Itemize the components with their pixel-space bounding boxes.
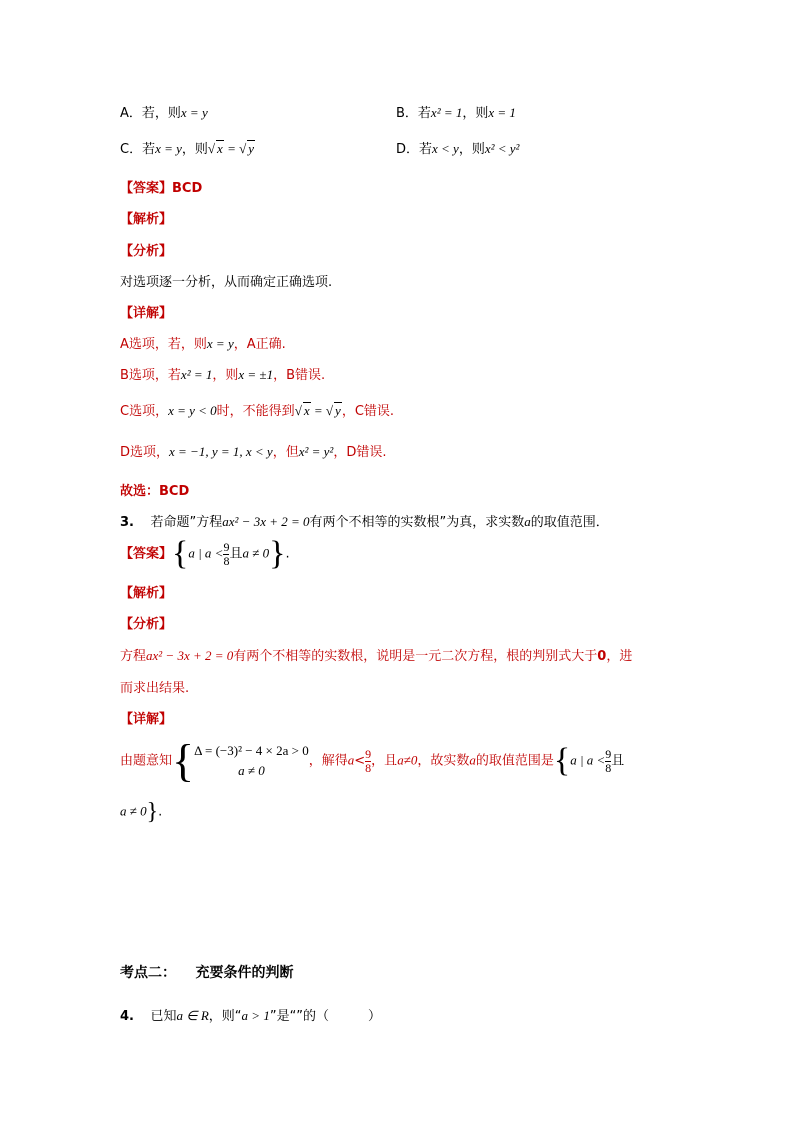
option-d-math1: x < y bbox=[432, 141, 459, 156]
q3-stem bbox=[120, 511, 609, 530]
q3-detail-num: 9 bbox=[365, 746, 372, 761]
q2-guxuan: 故选：BCD bbox=[120, 484, 190, 499]
q4-stem bbox=[120, 1005, 381, 1024]
option-a bbox=[120, 102, 208, 121]
q2-xiangjie: 【详解】 bbox=[120, 306, 173, 321]
q3-detail-text-2: ，解得 bbox=[308, 753, 348, 769]
q2-line-c-math: x = y < 0 bbox=[168, 403, 217, 418]
option-c-text: C．若 bbox=[120, 142, 156, 157]
q2-fenxi: 【分析】 bbox=[120, 244, 173, 259]
q3-answer-num: 9 bbox=[223, 539, 230, 554]
q3-jiexi: 【解析】 bbox=[120, 586, 173, 601]
q2-line-b-mid: ，则 bbox=[212, 368, 239, 383]
option-c: C．若x = y，则√ x = √ y bbox=[120, 141, 255, 157]
q3-answer: 【答案】{a | a < $\frac{9}{8}$ 且a ≠ 0}. bbox=[120, 535, 290, 572]
q2-line-c-sqrt-y: y bbox=[335, 403, 341, 418]
q2-line-a-end: ，A正确. bbox=[233, 337, 286, 352]
q3-answer-set-1: a | a < bbox=[188, 545, 224, 561]
option-a-math: x = y bbox=[180, 105, 208, 120]
q2-line-d bbox=[120, 441, 386, 460]
q3-stem-a: a bbox=[524, 514, 531, 529]
q3-stem-text-1: 若命题”方程 bbox=[150, 515, 223, 530]
q3-detail-ane: a≠0 bbox=[397, 752, 418, 768]
q2-line-d-mid: ，但 bbox=[272, 445, 299, 460]
q3-fenxi: 【分析】 bbox=[120, 617, 173, 632]
q3-answer-label: 【答案】 bbox=[120, 546, 173, 562]
q3-stem-text-2: 有两个不相等的实数根”为真，求实数 bbox=[309, 515, 525, 530]
q3-detail-and: 且 bbox=[611, 753, 625, 769]
q3-detail-a2: a bbox=[469, 752, 476, 768]
q3-fenxi-text-2: 有两个不相等的实数根，说明是一元二次方程，根的判别式大于 bbox=[233, 649, 598, 664]
q3-detail-text-5: 的取值范围是 bbox=[475, 753, 554, 769]
q4-text-2: ，则“ bbox=[208, 1009, 242, 1024]
q2-answer bbox=[120, 177, 202, 196]
q2-line-d-math1: x = −1, y = 1, x < y bbox=[169, 444, 273, 459]
q3-detail-num2: 9 bbox=[605, 746, 612, 761]
q3-detail-den2: 8 bbox=[605, 760, 612, 775]
option-d-math2: x² < y² bbox=[484, 141, 520, 156]
q3-detail-den: 8 bbox=[365, 760, 372, 775]
q2-line-a-math: x = y bbox=[206, 336, 234, 351]
q3-fenxi-line-1 bbox=[120, 645, 632, 664]
option-b-mid: ，则 bbox=[462, 106, 489, 121]
q2-line-d-text: D选项， bbox=[120, 445, 170, 460]
q2-fenxi-text: 对选项逐一分析，从而确定正确选项. bbox=[120, 275, 333, 290]
section-title-label: 考点二： bbox=[120, 965, 176, 981]
q2-answer-value: BCD bbox=[172, 181, 203, 196]
q4-math-1: a ∈ R bbox=[176, 1008, 209, 1023]
q2-line-b bbox=[120, 364, 325, 383]
option-c-sqrt-x: x bbox=[217, 141, 223, 156]
option-d bbox=[396, 138, 519, 157]
q2-line-c-end: ，C错误. bbox=[341, 404, 395, 419]
q3-detail-end: . bbox=[158, 804, 163, 820]
option-b bbox=[396, 102, 516, 121]
q2-line-b-math2: x = ±1 bbox=[238, 367, 274, 382]
q4-text-1: 已知 bbox=[150, 1009, 177, 1024]
q2-line-b-math1: x² = 1 bbox=[180, 367, 213, 382]
q3-detail-a: a bbox=[347, 752, 355, 768]
q3-detail-text-1: 由题意知 bbox=[120, 753, 173, 769]
q3-detail-text-4: ，故实数 bbox=[417, 753, 470, 769]
q2-line-c-eq: = bbox=[310, 403, 326, 418]
q4-number: 4. bbox=[120, 1009, 134, 1024]
q2-line-a-text: A选项，若，则 bbox=[120, 337, 207, 352]
q3-detail-system-1: Δ = (−3)² − 4 × 2a > 0 bbox=[194, 743, 309, 758]
q3-detail-set: a | a < bbox=[570, 752, 606, 768]
section-title-text: 充要条件的判断 bbox=[195, 965, 294, 981]
q3-fenxi-zero: 0 bbox=[597, 649, 607, 664]
q2-line-c-sqrt-x: x bbox=[303, 403, 310, 418]
q2-answer-label: 【答案】 bbox=[120, 181, 173, 196]
q2-line-c-text: C选项， bbox=[120, 404, 169, 419]
q2-line-b-text: B选项，若 bbox=[120, 368, 181, 383]
q3-xiangjie: 【详解】 bbox=[120, 712, 173, 727]
option-d-text: D．若 bbox=[396, 142, 433, 157]
q3-stem-math: ax² − 3x + 2 = 0 bbox=[222, 514, 310, 529]
q3-detail: 由题意知{ Δ = (−3)² − 4 × 2a > 0 a ≠ 0 ，解得a< $\frac{9}{8}$ ，且a≠0，故实数a的取值范围是{a | a < $\frac{9}{8}$ 且 bbox=[120, 735, 625, 786]
q3-stem-text-3: 的取值范围． bbox=[530, 515, 609, 530]
q2-line-b-end: ，B错误. bbox=[273, 368, 326, 383]
q3-answer-set-2: a ≠ 0 bbox=[242, 545, 270, 561]
q3-detail-text-3: ，且 bbox=[371, 753, 398, 769]
q4-math-2: a > 1 bbox=[241, 1008, 270, 1023]
section-title bbox=[120, 962, 294, 982]
q2-line-c-mid: 时，不能得到 bbox=[216, 404, 295, 419]
q3-detail-system-2: a ≠ 0 bbox=[238, 763, 265, 778]
option-d-mid: ，则 bbox=[458, 142, 485, 157]
q2-line-d-end: ，D错误. bbox=[333, 445, 387, 460]
option-b-math1: x² = 1 bbox=[430, 105, 463, 120]
q2-jiexi: 【解析】 bbox=[120, 212, 173, 227]
q3-fenxi-text-1: 方程 bbox=[120, 649, 147, 664]
q3-detail-last: a ≠ 0 bbox=[120, 803, 147, 819]
q2-line-c: C选项，x = y < 0时，不能得到√ x = √ y，C错误. bbox=[120, 403, 395, 419]
q3-detail-lt: < bbox=[354, 753, 366, 769]
q3-fenxi-text-3: ，进 bbox=[606, 649, 633, 664]
q3-answer-den: 8 bbox=[223, 553, 230, 568]
q3-answer-and: 且 bbox=[229, 546, 243, 562]
option-a-text: A．若，则 bbox=[120, 106, 181, 121]
q3-number: 3. bbox=[120, 515, 134, 530]
option-c-mid: ，则 bbox=[181, 142, 208, 157]
q2-line-a bbox=[120, 333, 286, 352]
option-c-eq: = bbox=[223, 141, 240, 156]
q3-detail-line-2: a ≠ 0}. bbox=[120, 799, 163, 825]
q2-line-d-math2: x² = y² bbox=[298, 444, 334, 459]
q3-fenxi-line-2: 而求出结果. bbox=[120, 681, 190, 696]
option-c-math1: x = y bbox=[155, 141, 182, 156]
option-c-sqrt-y: y bbox=[248, 141, 255, 156]
q3-answer-end: . bbox=[285, 546, 290, 562]
q4-text-3: ”是“”的（ ） bbox=[269, 1009, 382, 1024]
option-b-text: B．若 bbox=[396, 106, 431, 121]
option-b-math2: x = 1 bbox=[488, 105, 516, 120]
q3-fenxi-math: ax² − 3x + 2 = 0 bbox=[146, 648, 234, 663]
